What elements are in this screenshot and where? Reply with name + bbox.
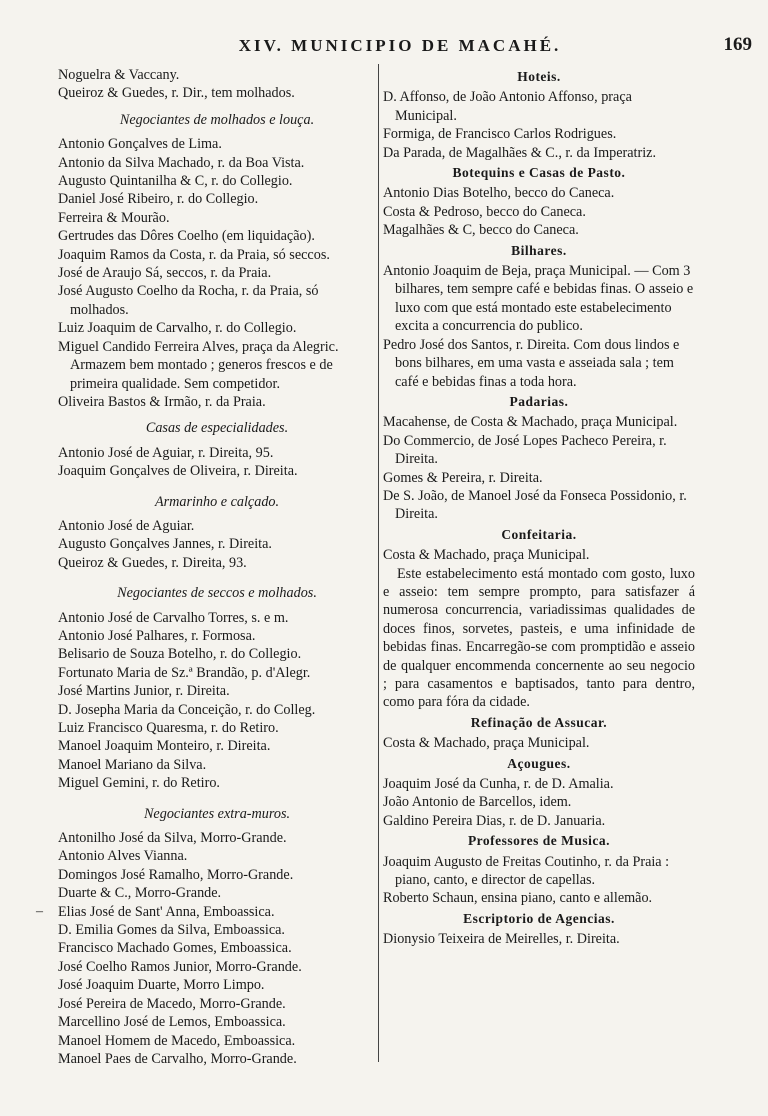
section-heading: Açougues. [507, 755, 571, 771]
directory-entry: Joaquim Ramos da Costa, r. da Praia, só seccos. [58, 246, 330, 263]
entry-list [383, 262, 695, 391]
directory-entry: Elias José de Sant' Anna, Emboassica. [58, 903, 275, 920]
directory-entry: Costa & Machado, praça Municipal. [383, 547, 590, 564]
left-column [58, 66, 376, 1068]
section-heading: Padarias. [509, 393, 569, 409]
directory-entry: Francisco Machado Gomes, Emboassica. [58, 940, 292, 957]
directory-entry: Augusto Gonçalves Jannes, r. Direita. [58, 536, 272, 553]
directory-entry: Manoel Homem de Macedo, Emboassica. [58, 1032, 296, 1049]
directory-entry: José Augusto Coelho da Rocha, r. da Praia, só molhados. [58, 283, 319, 318]
directory-entry: Costa & Machado, praça Municipal. [383, 735, 590, 752]
directory-entry: Marcellino José de Lemos, Emboassica. [58, 1014, 286, 1031]
entry-list [383, 775, 695, 830]
section-heading: Professores de Musica. [467, 833, 611, 849]
directory-entry: Belisario de Souza Botelho, r. do Collegio. [58, 646, 302, 663]
directory-entry: Joaquim Augusto de Freitas Coutinho, r. da Praia : piano, canto, e director de capellas. [383, 853, 670, 889]
directory-entry: Pedro José dos Santos, r. Direita. Com dous lindos e bons bilhares, em uma vasta e asseiada sala ; tem café e bebidas finas a toda hora. [383, 336, 680, 390]
directory-entry: Oliveira Bastos & Irmão, r. da Praia. [58, 393, 266, 410]
directory-entry: Daniel José Ribeiro, r. do Collegio. [58, 191, 259, 208]
section-heading: Botequins e Casas de Pasto. [452, 165, 626, 181]
entry-list [58, 609, 376, 793]
directory-entry: Duarte & C., Morro-Grande. [58, 885, 222, 902]
directory-entry: José Coelho Ramos Junior, Morro-Grande. [58, 958, 302, 975]
section-title: Negociantes de molhados e louça. [119, 111, 315, 128]
section-heading: Confeitaria. [501, 526, 577, 542]
directory-entry: Antonio José Palhares, r. Formosa. [58, 627, 256, 644]
directory-entry: Roberto Schaun, ensina piano, canto e allemão. [383, 890, 653, 907]
directory-entry: D. Affonso, de João Antonio Affonso, praça Municipal. [383, 89, 632, 124]
directory-entry: Antonio Dias Botelho, becco do Caneca. [383, 185, 615, 202]
section-title: Casas de especialidades. [145, 420, 289, 437]
section-title: Negociantes extra-muros. [143, 805, 291, 822]
entry-list [58, 517, 376, 572]
margin-mark: – [36, 904, 43, 919]
directory-entry: Queiroz & Guedes, r. Direita, 93. [58, 554, 247, 571]
directory-entry: Gertrudes das Dôres Coelho (em liquidação). [58, 228, 315, 245]
directory-entry: De S. João, de Manoel José da Fonseca Possidonio, r. Direita. [383, 487, 687, 523]
entry-list [58, 444, 376, 481]
directory-entry: D. Josepha Maria da Conceição, r. do Colleg. [58, 701, 316, 718]
directory-entry: Luiz Francisco Quaresma, r. do Retiro. [58, 720, 279, 736]
directory-entry: Antonio da Silva Machado, r. da Boa Vista. [58, 154, 305, 171]
directory-entry: Luiz Joaquim de Carvalho, r. do Collegio. [58, 320, 297, 337]
directory-entry: Queiroz & Guedes, r. Dir., tem molhados. [58, 85, 295, 102]
directory-entry: Gomes & Pereira, r. Direita. [383, 469, 543, 486]
section-heading: Escriptorio de Agencias. [463, 910, 615, 926]
directory-entry: Magalhães & C, becco do Caneca. [383, 222, 579, 239]
entry-list [383, 184, 695, 239]
directory-entry: Manoel Paes de Carvalho, Morro-Grande. [58, 1050, 297, 1067]
directory-entry: Macahense, de Costa & Machado, praça Municipal. [383, 414, 678, 431]
directory-entry: Antonio Joaquim de Beja, praça Municipal. — Com 3 bilhares, tem sempre café e bebidas finas. O asseio e luxo com que está montado este estabelecimento excita a concurrencia do publico. [383, 263, 694, 335]
section-title: Armarinho e calçado. [154, 493, 280, 510]
directory-entry: Antonio José de Aguiar. [58, 517, 195, 534]
directory-entry: José Martins Junior, r. Direita. [58, 683, 230, 700]
directory-entry: João Antonio de Barcellos, idem. [383, 794, 572, 811]
directory-entry: Do Commercio, de José Lopes Pacheco Pereira, r. Direita. [383, 432, 667, 468]
page-header: XIV. MUNICIPIO DE MACAHÉ. [238, 36, 562, 55]
entry-list [58, 829, 376, 1068]
directory-entry: Augusto Quintanilha & C, r. do Collegio. [58, 173, 293, 190]
directory-entry: Costa & Pedroso, becco do Caneca. [383, 203, 586, 220]
directory-entry: Fortunato Maria de Sz.ª Brandão, p. d'Alegr. [58, 664, 311, 681]
section-heading: Refinação de Assucar. [470, 714, 608, 730]
directory-entry: Antonio José de Carvalho Torres, s. e m. [58, 609, 289, 626]
right-column [383, 66, 695, 949]
directory-entry: Formiga, de Francisco Carlos Rodrigues. [383, 126, 617, 143]
directory-entry: Galdino Pereira Dias, r. de D. Januaria. [383, 812, 606, 829]
entry-list [58, 135, 376, 411]
entry-list [383, 930, 695, 948]
directory-entry: Antonilho José da Silva, Morro-Grande. [58, 830, 287, 847]
section-heading: Hoteis. [517, 69, 561, 84]
directory-entry: José Joaquim Duarte, Morro Limpo. [58, 977, 265, 994]
directory-entry: D. Emilia Gomes da Silva, Emboassica. [58, 922, 285, 939]
directory-entry: Miguel Gemini, r. do Retiro. [58, 775, 220, 792]
directory-entry: Dionysio Teixeira de Meirelles, r. Direita. [383, 931, 620, 948]
entry-list [58, 66, 376, 103]
entry-list [383, 88, 695, 162]
directory-entry: Joaquim Gonçalves de Oliveira, r. Direita. [58, 463, 298, 480]
directory-entry: Miguel Candido Ferreira Alves, praça da Alegric. Armazem bem montado ; generos frescos e de primeira qualidade. Sem competidor. [58, 338, 339, 392]
directory-entry: José Pereira de Macedo, Morro-Grande. [58, 995, 286, 1012]
directory-entry: Antonio José de Aguiar, r. Direita, 95. [58, 444, 274, 461]
entry-list [383, 413, 695, 523]
directory-entry: Joaquim José da Cunha, r. de D. Amalia. [383, 776, 614, 793]
section-title: Negociantes de seccos e molhados. [117, 585, 317, 602]
page-number: 169 [723, 34, 752, 55]
directory-entry: Domingos José Ramalho, Morro-Grande. [58, 866, 294, 883]
directory-entry: Antonio Alves Vianna. [58, 848, 188, 865]
directory-entry: Manoel Mariano da Silva. [58, 756, 207, 773]
directory-entry: Manoel Joaquim Monteiro, r. Direita. [58, 738, 271, 755]
directory-entry: Ferreira & Mourão. [58, 209, 170, 226]
description-paragraph: Este estabelecimento está montado com gosto, luxo e asseio: tem sempre prompto, para satisfazer á numerosa concurrencia, variadissimas qualidades de doces finos, sorvetes, pasteis, e uma infinidade de bebidas finas. Encarregão-se com promptidão e asseio de qualquer encommenda concernente ao seu negocio ; para casamentos e baptisados, tanto para dentro, como para fóra da cidade. [383, 565, 695, 711]
column-divider [378, 64, 379, 1062]
directory-entry: Noguelra & Vaccany. [58, 67, 180, 83]
entry-list [383, 853, 695, 908]
section-heading: Bilhares. [511, 242, 567, 258]
directory-entry: Da Parada, de Magalhães & C., r. da Imperatriz. [383, 144, 657, 161]
directory-entry: José de Araujo Sá, seccos, r. da Praia. [58, 265, 272, 282]
directory-entry: Antonio Gonçalves de Lima. [58, 136, 222, 153]
